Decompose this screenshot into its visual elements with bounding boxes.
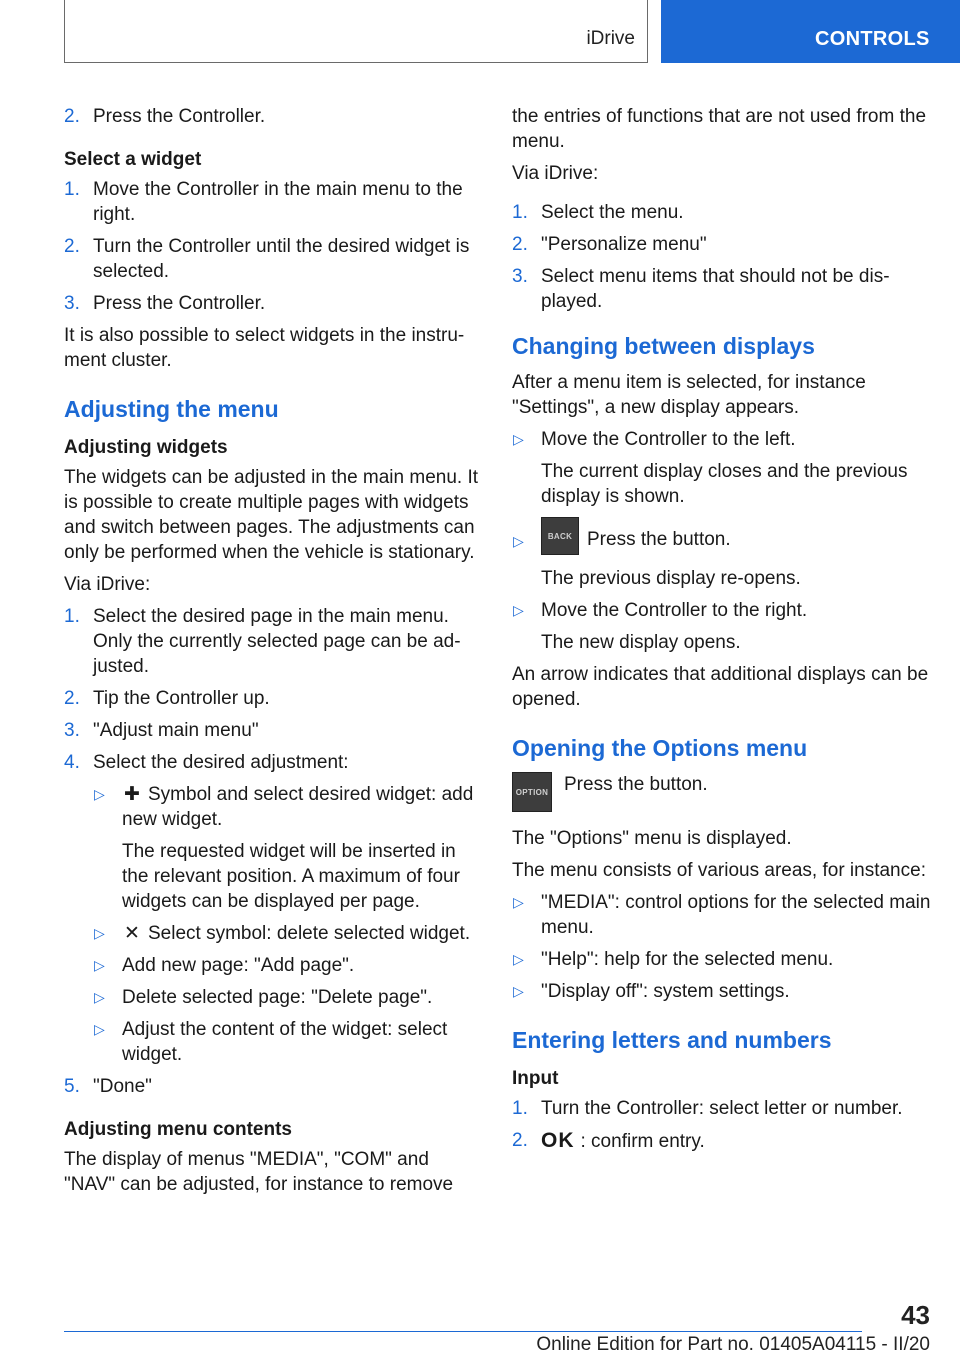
step-list-prev — [64, 104, 482, 129]
header-chapter-tab — [661, 0, 960, 63]
step-list-select-widget — [64, 177, 482, 316]
step-list-adjust — [64, 604, 482, 1099]
list-item: ▷ Move the Controller to the right. The new display opens. — [513, 600, 808, 653]
list-item: 3. "Adjust main menu" — [64, 720, 259, 741]
paragraph: the entries of functions that are not used from the menu. — [512, 106, 927, 152]
list-item: 2. Press the Controller. — [64, 106, 266, 127]
list-item: ▷ BACK Press the button. The previous display re-opens. — [512, 521, 932, 591]
left-column — [64, 104, 482, 1204]
list-item: 2. Turn the Controller until the desired widget is selected. — [64, 236, 470, 282]
list-item: ▷ ✚ Symbol and select desired widget: add new widget. The requested widget will be inserted in the relevant position. A maximum of four widgets can be displayed per page. — [94, 784, 474, 912]
list-item: ▷ ✕ Select symbol: delete selected widget. — [94, 923, 471, 944]
bullet-list-changing — [512, 427, 932, 655]
bullet-triangle-icon: ▷ — [513, 431, 524, 447]
paragraph: Via iDrive: — [512, 163, 599, 184]
list-item: 4. Select the desired adjustment: ▷ ✚ Symbol and select desired widget: add new widget. The requested widget will be inserted in the relevant position. A maximum of four widgets can be displayed per page. ▷ ✕ Select symbol: delete selected widget. ▷ Add new page: "Add page". ▷ Delete selected page: "Delete page". ▷ Adjust the content of the widget: select widget. — [64, 750, 482, 1067]
heading-select-widget: Select a widget — [64, 149, 202, 170]
back-button-icon: BACK — [541, 517, 579, 555]
ok-icon: OK — [541, 1129, 575, 1152]
option-button-icon: OPTION — [512, 772, 552, 812]
paragraph: The menu consists of various areas, for instance: — [512, 860, 926, 881]
paragraph: Via iDrive: — [64, 574, 151, 595]
list-item: 2. Tip the Controller up. — [64, 688, 270, 709]
list-item: ▷ Move the Controller to the left. The current display closes and the previous display is shown. — [513, 429, 908, 507]
bullet-triangle-icon: ▷ — [513, 533, 524, 549]
bullet-triangle-icon: ▷ — [513, 951, 524, 967]
bullet-triangle-icon: ▷ — [513, 983, 524, 999]
list-item: ▷ "Display off": system settings. — [513, 981, 790, 1002]
sub-bullet-list — [93, 782, 482, 1067]
step-list-input — [512, 1096, 932, 1154]
page-number: 43 — [901, 1300, 930, 1330]
heading-adjusting-menu-contents: Adjusting menu contents — [64, 1119, 292, 1140]
bullet-triangle-icon: ▷ — [94, 786, 105, 802]
paragraph: The display of menus "MEDIA", "COM" and "NAV" can be adjusted, for instance to remove — [64, 1149, 454, 1195]
list-item: ▷ "Help": help for the selected menu. — [513, 949, 834, 970]
heading-input: Input — [512, 1068, 559, 1089]
bullet-triangle-icon: ▷ — [513, 894, 524, 910]
right-column — [512, 104, 932, 1161]
footer-edition: Online Edition for Part no. 01405A04115 - II/20 — [536, 1334, 930, 1355]
paragraph: An arrow indicates that additional displays can be opened. — [512, 664, 929, 710]
heading-adjusting-widgets: Adjusting widgets — [64, 437, 228, 458]
paragraph: The "Options" menu is displayed. — [512, 828, 792, 849]
footer-divider — [64, 1331, 862, 1332]
heading-entering-letters: Entering letters and numbers — [512, 1027, 832, 1053]
option-button-row: OPTION Press the button. — [512, 772, 932, 812]
list-item: ▷ Adjust the content of the widget: select widget. — [94, 1019, 448, 1065]
list-item: 3. Select menu items that should not be displayed. — [512, 266, 890, 312]
bullet-triangle-icon: ▷ — [94, 957, 105, 973]
section-title: iDrive — [586, 28, 635, 49]
paragraph: The widgets can be adjusted in the main menu. It is possible to create multiple pages with widgets and switch between pages. The adjustments can only be performed when the vehicle is stationary. — [64, 467, 479, 563]
list-item: 2. OK : confirm entry. — [512, 1129, 705, 1152]
cross-icon: ✕ — [124, 923, 140, 944]
bullet-triangle-icon: ▷ — [94, 1021, 105, 1037]
list-item: 1. Select the desired page in the main menu. Only the currently selected page can be adjusted. — [64, 606, 461, 677]
list-item: 1. Select the menu. — [512, 202, 684, 223]
bullet-triangle-icon: ▷ — [94, 989, 105, 1005]
list-item: 1. Move the Controller in the main menu to the right. — [64, 179, 463, 225]
header-section-box — [64, 0, 648, 63]
heading-options-menu: Opening the Options menu — [512, 735, 808, 761]
list-item: ▷ "MEDIA": control options for the selected main menu. — [513, 892, 931, 938]
list-item: 5. "Done" — [64, 1076, 152, 1097]
step-list-personalize — [512, 200, 932, 314]
list-item: 2. "Personalize menu" — [512, 234, 707, 255]
list-item: 3. Press the Controller. — [64, 293, 266, 314]
bullet-triangle-icon: ▷ — [94, 925, 105, 941]
list-item: ▷ Delete selected page: "Delete page". — [94, 987, 433, 1008]
heading-changing-displays: Changing between displays — [512, 333, 815, 359]
list-item: 1. Turn the Controller: select letter or number. — [512, 1098, 903, 1119]
chapter-title: CONTROLS — [815, 28, 930, 50]
paragraph: After a menu item is selected, for instance "Settings", a new display appears. — [512, 372, 866, 418]
bullet-list-options — [512, 890, 932, 1004]
bullet-triangle-icon: ▷ — [513, 602, 524, 618]
heading-adjusting-menu: Adjusting the menu — [64, 396, 279, 422]
plus-icon: ✚ — [124, 784, 140, 805]
list-item: ▷ Add new page: "Add page". — [94, 955, 355, 976]
paragraph: It is also possible to select widgets in the instrument cluster. — [64, 325, 465, 371]
